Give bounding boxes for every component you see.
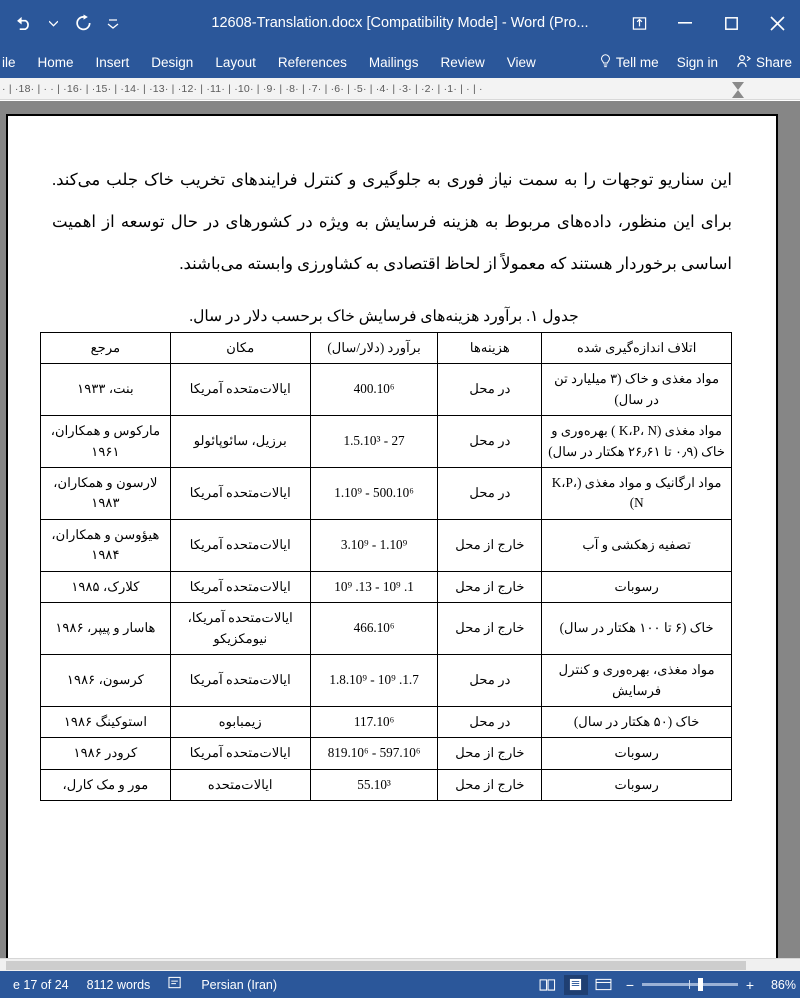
cell-cost: خارج از محل (438, 519, 542, 571)
cell-reference: هاسار و پیپر، ۱۹۸۶ (41, 603, 171, 655)
cell-reference: هیؤوسن و همکاران، ۱۹۸۴ (41, 519, 171, 571)
body-paragraph-1: این سناریو توجهات را به سمت نیاز فوری به جلوگیری و کنترل فرایندهای تخریب خاک جلب می‌کند. برای این منظور، داده‌های مربوط به هزینه فرسایش به ویژه در کشورهای در حال توسعه از اهمیت اساسی برخوردار هستند که معمولاً از لحاظ اقتصادی به کشاورزی وابسته می‌باشند. (52, 169, 732, 273)
table-row (41, 769, 732, 800)
cell-place: ایالات‌متحده آمریکا (170, 655, 310, 707)
cell-cost: خارج از محل (438, 571, 542, 602)
table-row (41, 364, 732, 416)
person-share-icon (737, 54, 751, 71)
tab-home[interactable]: Home (37, 54, 74, 70)
tab-review[interactable]: Review (440, 54, 485, 70)
cell-place: ایالات‌متحده آمریکا (170, 364, 310, 416)
read-mode-icon[interactable] (536, 975, 560, 995)
cell-reference: لارسون و همکاران، ۱۹۸۳ (41, 467, 171, 519)
zoom-control[interactable] (618, 977, 762, 993)
cell-estimate: 500.10⁶ - 1.10⁹ (310, 467, 438, 519)
document-canvas[interactable] (0, 101, 800, 971)
cell-place: زیمبابوه (170, 707, 310, 738)
ribbon-right-group (591, 46, 800, 78)
table-row (41, 738, 732, 769)
cell-reference: مور و مک کارل، (41, 769, 171, 800)
cell-estimate: 27 - 1.5.10³ (310, 416, 438, 468)
zoom-in-button[interactable]: + (745, 976, 755, 993)
cell-loss: رسوبات (542, 571, 732, 602)
horizontal-scrollbar[interactable] (0, 958, 800, 971)
undo-button[interactable] (6, 6, 40, 40)
word-count-status[interactable]: 8112 words (86, 977, 151, 992)
first-line-indent-marker[interactable] (732, 82, 744, 90)
zoom-slider-handle[interactable] (698, 978, 703, 991)
tab-design[interactable]: Design (151, 54, 194, 70)
quick-access-toolbar (0, 6, 124, 40)
cell-loss: مواد مغذی، بهره‌وری و کنترل فرسایش (542, 655, 732, 707)
maximize-button[interactable] (708, 0, 754, 46)
cell-cost: در محل (438, 707, 542, 738)
zoom-slider-midpoint (689, 980, 690, 989)
cell-place: برزیل، سائوپائولو (170, 416, 310, 468)
cell-loss: مواد مغذی و خاک (۳ میلیارد تن در سال) (542, 364, 732, 416)
cell-cost: در محل (438, 416, 542, 468)
cell-loss: خاک (۶ تا ۱۰۰ هکتار در سال) (542, 603, 732, 655)
cell-estimate: 1.7. 10⁹ - 1.8.10⁹ (310, 655, 438, 707)
document-page[interactable] (6, 114, 778, 971)
col-header-estimate: برآورد (دلار/سال) (310, 332, 438, 363)
cell-reference: بنت، ۱۹۳۳ (41, 364, 171, 416)
table-row (41, 467, 732, 519)
minimize-button[interactable] (662, 0, 708, 46)
tell-me-search[interactable] (591, 46, 668, 78)
tab-insert[interactable]: Insert (95, 54, 130, 70)
lightbulb-icon (600, 54, 611, 71)
cell-place: ایالات‌متحده (170, 769, 310, 800)
table-row (41, 571, 732, 602)
cell-loss: مواد ارگانیک و مواد مغذی (K،P، N) (542, 467, 732, 519)
zoom-slider[interactable] (642, 983, 738, 986)
proofing-errors-icon[interactable] (159, 976, 192, 993)
soil-erosion-cost-table (40, 332, 732, 802)
ribbon-display-options-button[interactable] (616, 0, 662, 46)
tab-layout[interactable]: Layout (215, 54, 256, 70)
sign-in-button[interactable]: Sign in (676, 54, 718, 70)
table-caption: جدول ۱. برآورد هزینه‌های فرسایش خاک برحسب دلار در سال. (189, 307, 579, 325)
print-layout-icon[interactable] (564, 975, 588, 995)
language-status[interactable]: Persian (Iran) (201, 977, 278, 992)
cell-cost: در محل (438, 364, 542, 416)
cell-loss: خاک (۵۰ هکتار در سال) (542, 707, 732, 738)
tell-me-label: Tell me (615, 54, 659, 70)
cell-estimate: 55.10³ (310, 769, 438, 800)
zoom-level-label[interactable]: 86% (770, 977, 796, 992)
cell-cost: خارج از محل (438, 738, 542, 769)
ribbon-tab-bar (0, 46, 800, 78)
hanging-indent-marker[interactable] (732, 90, 744, 98)
customize-quick-access-toolbar-button[interactable] (102, 6, 124, 40)
col-header-reference: مرجع (41, 332, 171, 363)
window-controls (616, 0, 800, 46)
page-content (8, 116, 776, 801)
cell-cost: خارج از محل (438, 769, 542, 800)
cell-loss: رسوبات (542, 738, 732, 769)
status-bar (0, 971, 800, 998)
cell-place: ایالات‌متحده آمریکا (170, 738, 310, 769)
tab-references[interactable]: References (277, 54, 347, 70)
col-header-place: مکان (170, 332, 310, 363)
status-bar-right-group (534, 975, 800, 995)
cell-loss: تصفیه زهکشی و آب (542, 519, 732, 571)
table-body (41, 364, 732, 801)
col-header-costs: هزینه‌ها (438, 332, 542, 363)
cell-reference: کرودر ۱۹۸۶ (41, 738, 171, 769)
title-bar (0, 0, 800, 46)
tab-view[interactable]: View (506, 54, 536, 70)
zoom-out-button[interactable]: − (625, 976, 635, 993)
col-header-measured-loss: اتلاف اندازه‌گیری شده (542, 332, 732, 363)
table-row (41, 416, 732, 468)
undo-dropdown-button[interactable] (42, 6, 64, 40)
cell-loss: مواد مغذی (K،P، N ) بهره‌وری و خاک (۰٫۹ تا ۲۶٫۶۱ هکتار در سال) (542, 416, 732, 468)
cell-reference: مارکوس و همکاران، ۱۹۶۱ (41, 416, 171, 468)
window-title: 12608-Translation.docx [Compatibility Mode] - Word (Pro... (211, 15, 589, 31)
redo-button[interactable] (66, 6, 100, 40)
cell-estimate: 1. 10⁹ - 13. 10⁹ (310, 571, 438, 602)
cell-estimate: 117.10⁶ (310, 707, 438, 738)
cell-reference: کلارک، ۱۹۸۵ (41, 571, 171, 602)
table-row (41, 707, 732, 738)
table-row (41, 603, 732, 655)
close-button[interactable] (754, 0, 800, 46)
cell-place: ایالات‌متحده آمریکا (170, 519, 310, 571)
cell-estimate: 466.10⁶ (310, 603, 438, 655)
cell-cost: خارج از محل (438, 603, 542, 655)
cell-cost: در محل (438, 655, 542, 707)
table-header-row (41, 332, 732, 363)
cell-estimate: 1.10⁹ - 3.10⁹ (310, 519, 438, 571)
horizontal-ruler[interactable] (0, 78, 800, 100)
cell-loss: رسوبات (542, 769, 732, 800)
cell-place: ایالات‌متحده آمریکا، نیومکزیکو (170, 603, 310, 655)
share-button[interactable] (727, 46, 800, 78)
share-label: Share (755, 54, 792, 70)
tab-file[interactable]: ile (2, 54, 16, 70)
web-layout-icon[interactable] (592, 975, 616, 995)
horizontal-scrollbar-thumb[interactable] (6, 961, 746, 970)
table-row (41, 519, 732, 571)
cell-cost: در محل (438, 467, 542, 519)
cell-place: ایالات‌متحده آمریکا (170, 571, 310, 602)
ruler-tick-labels: · | ·18· | · · | ·16· | ·15· | ·14· | ·13· | ·12· | ·11· | ·10· | ·9· | ·8· | ·7· | ·6· | ·5· | ·4· | ·3· | ·2· | ·1· | · | · (2, 82, 483, 95)
table-row (41, 655, 732, 707)
cell-estimate: 400.10⁶ (310, 364, 438, 416)
page-number-status[interactable]: e 17 of 24 (13, 977, 69, 992)
cell-place: ایالات‌متحده آمریکا (170, 467, 310, 519)
cell-reference: کرسون، ۱۹۸۶ (41, 655, 171, 707)
tab-mailings[interactable]: Mailings (368, 54, 419, 70)
cell-reference: استوکینگ ۱۹۸۶ (41, 707, 171, 738)
cell-estimate: 597.10⁶ - 819.10⁶ (310, 738, 438, 769)
